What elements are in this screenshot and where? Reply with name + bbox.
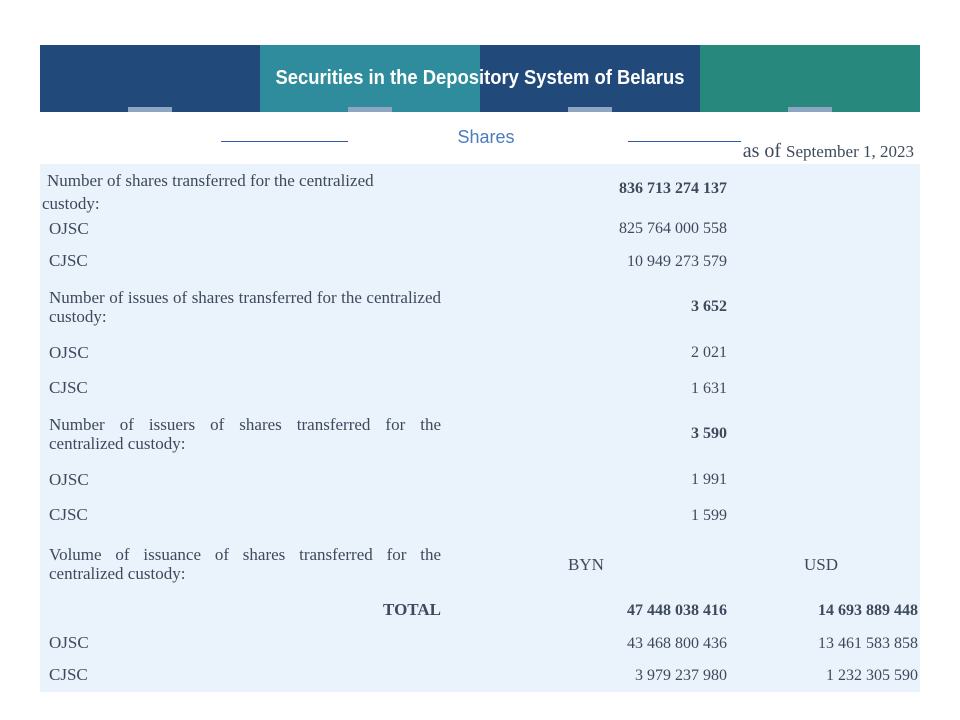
as-of-prefix: as of <box>742 140 782 162</box>
currency-usd-header: USD <box>804 555 839 574</box>
issuers-cjsc-label: CJSC <box>49 505 88 524</box>
shares-ojsc-label: OJSC <box>49 219 89 238</box>
volume-cjsc-usd: 1 232 305 590 <box>826 667 918 684</box>
statistics-panel <box>40 164 920 692</box>
volume-label: Volume of issuance of shares transferred for the centralized custody: <box>49 545 441 583</box>
issuers-cjsc-value: 1 599 <box>691 507 727 524</box>
shares-cjsc-label: CJSC <box>49 251 88 270</box>
currency-byn-header: BYN <box>568 555 604 574</box>
volume-ojsc-label: OJSC <box>49 633 89 652</box>
total-byn-value: 47 448 038 416 <box>627 602 727 619</box>
total-usd-value: 14 693 889 448 <box>818 602 918 619</box>
issues-ojsc-label: OJSC <box>49 343 89 362</box>
subtitle-rule-right <box>628 141 741 142</box>
subtitle-rule-left <box>221 141 348 142</box>
total-label: TOTAL <box>383 600 441 619</box>
issues-cjsc-label: CJSC <box>49 378 88 397</box>
issuers-count-label: Number of issuers of shares transferred for the centralized custody: <box>49 415 441 453</box>
issuers-ojsc-value: 1 991 <box>691 471 727 488</box>
volume-cjsc-byn: 3 979 237 980 <box>635 667 727 684</box>
shares-count-label: Number of shares transferred for the centralized custody: <box>42 171 374 213</box>
issuers-ojsc-label: OJSC <box>49 470 89 489</box>
issues-count-total: 3 652 <box>691 298 727 315</box>
shares-cjsc-value: 10 949 273 579 <box>627 253 727 270</box>
issues-ojsc-value: 2 021 <box>691 344 727 361</box>
as-of-date-value: September 1, 2023 <box>786 142 914 161</box>
issuers-count-total: 3 590 <box>691 425 727 442</box>
section-subtitle: Shares <box>457 127 515 147</box>
volume-ojsc-usd: 13 461 583 858 <box>818 635 918 652</box>
shares-count-total: 836 713 274 137 <box>619 180 727 197</box>
shares-ojsc-value: 825 764 000 558 <box>619 220 727 237</box>
issues-cjsc-value: 1 631 <box>691 380 727 397</box>
as-of-date <box>743 140 914 163</box>
volume-cjsc-label: CJSC <box>49 665 88 684</box>
title-banner <box>40 45 920 112</box>
issues-count-label: Number of issues of shares transferred for the centralized custody: <box>49 288 441 326</box>
volume-ojsc-byn: 43 468 800 436 <box>627 635 727 652</box>
page-title: Securities in the Depository System of Belarus <box>275 67 685 89</box>
